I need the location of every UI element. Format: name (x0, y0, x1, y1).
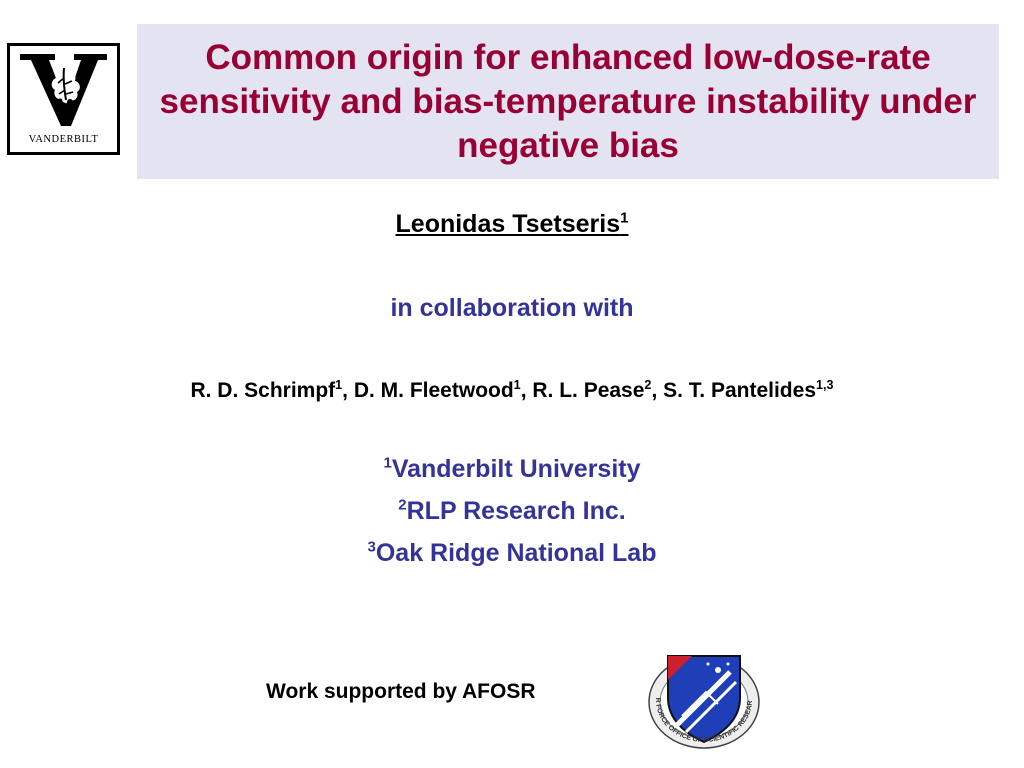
author-separator: , (520, 379, 533, 402)
author-name: S. T. Pantelides (663, 379, 816, 402)
author-sup: 1,3 (816, 378, 834, 392)
author-separator: , (342, 379, 354, 402)
affiliation-sup: 2 (398, 496, 407, 514)
seal-lettering: R FORCE OFFICE OF SCIENTIFIC RESEAR (653, 697, 755, 745)
affiliation-name: RLP Research Inc. (406, 497, 626, 525)
authors-line (0, 379, 1024, 403)
vanderbilt-logo (7, 43, 120, 155)
presenter-sup: 1 (620, 209, 629, 227)
presenter-underline (396, 210, 629, 238)
author-sup: 2 (644, 378, 652, 392)
presenter-name: Leonidas Tsetseris (395, 210, 621, 238)
vanderbilt-v-oak-leaf-icon (20, 54, 107, 126)
affiliation-1 (0, 455, 1024, 484)
collaboration-text: in collaboration with (390, 294, 634, 322)
affiliation-name: Vanderbilt University (391, 455, 641, 483)
support-text: Work supported by AFOSR (266, 680, 536, 703)
afosr-shield-icon (646, 646, 762, 750)
affiliation-sup: 3 (367, 538, 376, 556)
logo-wordmark: VANDERBILT (28, 134, 99, 145)
author-name: R. D. Schrimpf (190, 379, 336, 402)
author-separator: , (651, 379, 664, 402)
author-sup: 1 (335, 378, 343, 392)
author-name: D. M. Fleetwood (353, 379, 514, 402)
affiliation-name: Oak Ridge National Lab (375, 539, 657, 567)
title-banner (137, 24, 999, 179)
affiliation-3 (0, 539, 1024, 568)
presenter-line (0, 210, 1024, 239)
afosr-seal (646, 646, 762, 755)
affiliation-sup: 1 (383, 454, 392, 472)
slide-title: Common origin for enhanced low-dose-rate sensitivity and bias-temperature instability under negative bias (159, 37, 977, 165)
author-sup: 1 (513, 378, 521, 392)
author-name: R. L. Pease (532, 379, 645, 402)
affiliation-2 (0, 497, 1024, 526)
